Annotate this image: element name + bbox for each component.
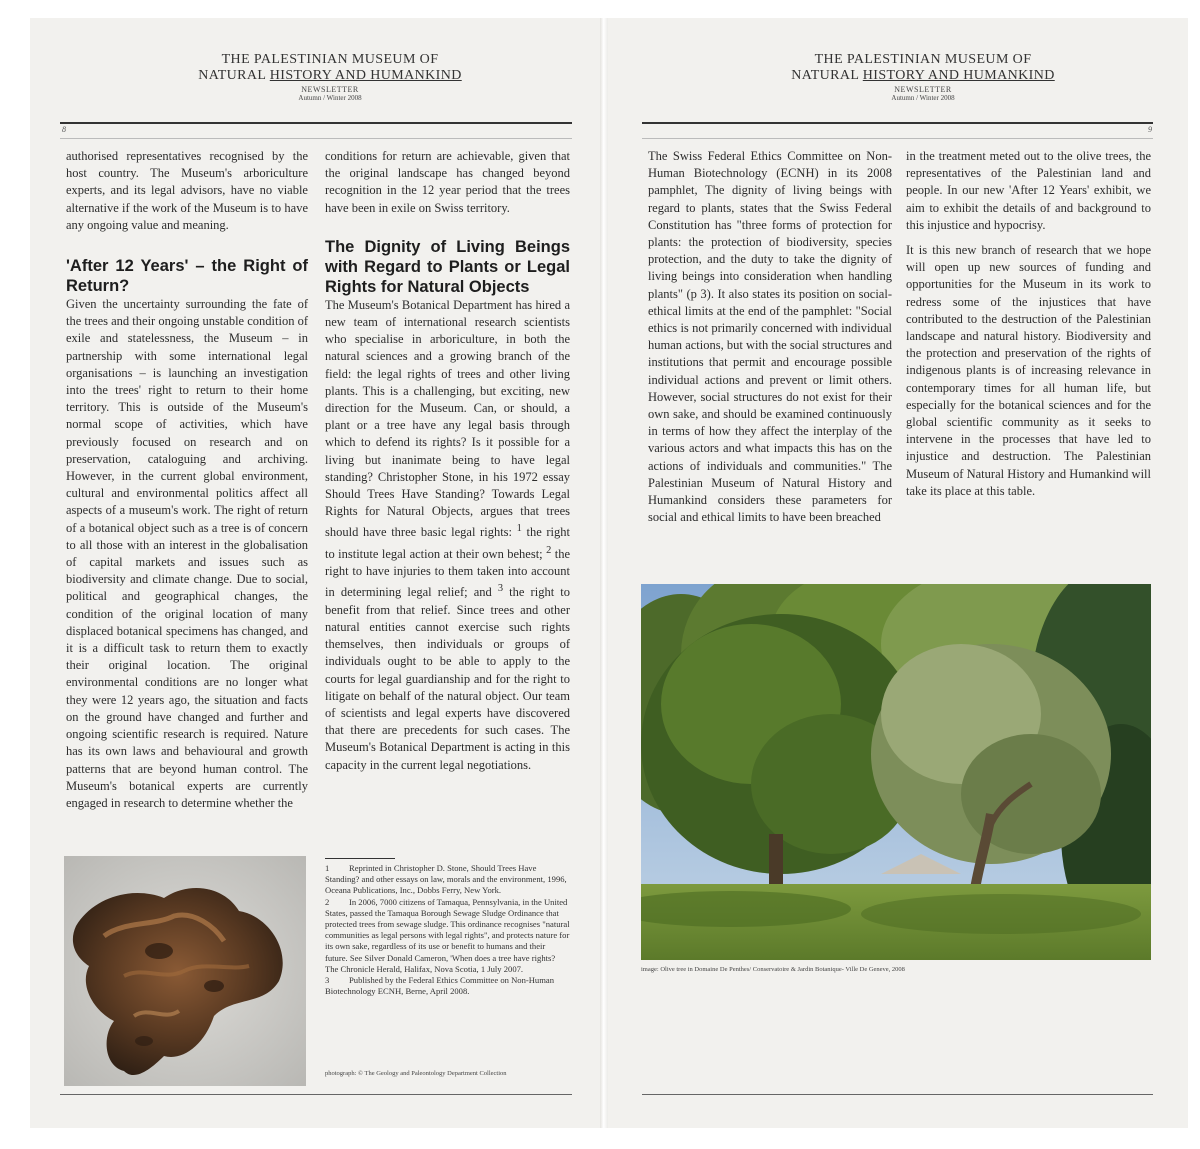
masthead-title-line2 <box>768 68 1078 84</box>
page-gutter <box>600 18 608 1128</box>
right-column-2 <box>906 148 1151 500</box>
left-column-1 <box>66 148 308 812</box>
body-paragraph: It is this new branch of research that we hope will open up new sources of funding and opportunities for the Museum in its work to redress some of the injustices that have contributed to the destruction of the Palestinian landscape and natural history. Biodiversity and the protection and preservation of the rights of indigenous plants is of increasing relevance in contemporary times for all human life, but especially for the botanical sciences and for the global scientific community as it seeks to intervene in the processes that have led to injustice and destruction. The Palestinian Museum of Natural History and Humankind will take its place at this table. <box>906 243 1151 498</box>
footnote-3 <box>325 975 570 997</box>
footnote-text: Published by the Federal Ethics Committee on Non-Human Biotechnology ECNH, Berne, April 2008. <box>325 975 555 997</box>
photo-credit: photograph: © The Geology and Paleontology Department Collection <box>325 1070 507 1077</box>
right-column-1 <box>648 148 892 526</box>
fungus-specimen-image <box>64 856 306 1086</box>
masthead-title-line2-part-a: NATURAL <box>198 68 270 83</box>
footnote-text: In 2006, 7000 citizens of Tamaqua, Pennsylvania, in the United States, passed the Tamaqua Borough Sewage Sludge Ordinance that protected trees from sewage sludge. This ordinance recognises "natural communities as legal persons with legal rights", and protects nature for its own sake, regardless of its use or benefit to humans and their future. See Silver Donald Cameron, 'When does a tree have rights? The Chronicle Herald, Halifax, Nova Scotia, 1 July 2007. <box>325 896 570 974</box>
masthead-issue-date: Autumn / Winter 2008 <box>298 94 362 102</box>
footer-rule <box>60 1094 572 1095</box>
image-caption: image: Olive tree in Domaine De Penthes/ Conservatoire & Jardin Botanique- Ville De Geneve, 2008 <box>641 966 905 973</box>
intro-paragraph: conditions for return are achievable, given that the original landscape has changed beyond recognition in the 12 year period that the trees have been in exile on Swiss territory. <box>325 149 570 215</box>
body-text: the right to have injuries to them taken into account in determining legal relief; and <box>325 546 570 600</box>
header-thin-rule <box>642 138 1153 139</box>
masthead-title-line2 <box>180 68 480 84</box>
olive-tree-image <box>641 584 1151 960</box>
header-rule <box>60 122 572 124</box>
intro-paragraph: authorised representatives recognised by the host country. The Museum's arboriculture experts, and its legal advisors, have no viable alternative if the work of the Museum is to have any ongoing value and meaning. <box>66 149 308 232</box>
masthead-title-line2-part-a: NATURAL <box>791 68 863 83</box>
body-paragraph: in the treatment meted out to the olive trees, the representatives of the Palestinian land and people. In our new 'After 12 Years' exhibit, we aim to exhibit the details of and background to this injustice and hypocrisy. <box>906 149 1151 232</box>
masthead <box>180 52 480 102</box>
page-number: 8 <box>62 125 66 134</box>
newsletter-spread <box>30 18 1188 1128</box>
section-heading-right-of-return: 'After 12 Years' – the Right of Return? <box>66 257 308 296</box>
footnote-2 <box>325 897 570 975</box>
body-paragraph: The Swiss Federal Ethics Committee on Non-Human Biotechnology (ECNH) in its 2008 pamphlet, The dignity of living beings with regard to plants, states that the Swiss Federal Constitution has "three forms of protection for plants: the protection of biodiversity, species protection, and the duty to take the dignity of living beings into consideration when handling plants" (p 3). It also states its position on social-ethical limits at the end of the pamphlet: "Social ethics is not primarily concerned with individual human actions, but with the social structures and institutions that permit and encourage possible individual actions and prevent or limit others. However, social structures do not exist for their own sake, and should be examined continuously in terms of how they affect the interplay of the various actors and what impacts this has on the actions of individuals and communities." The Palestinian Museum of Natural History and Humankind considers these parameters for social and ethical limits to have been breached <box>648 149 892 525</box>
footer-rule <box>642 1094 1153 1095</box>
right-page <box>608 18 1188 1128</box>
footnotes <box>325 858 570 997</box>
section-heading-dignity: The Dignity of Living Beings with Regard to Plants or Legal Rights for Natural Objects <box>325 237 570 296</box>
header-thin-rule <box>60 138 572 139</box>
footnote-text: Reprinted in Christopher D. Stone, Should Trees Have Standing? and other essays on law, morals and the environment, 1996, Oceana Publications, Inc., Dobbs Ferry, New York. <box>325 863 567 896</box>
body-paragraph: Given the uncertainty surrounding the fate of the trees and their ongoing unstable condition of exile and statelessness, the Museum – in partnership with some international legal organisations – is launching an investigation into the trees' right to return to their home territory. This is outside of the Museum's normal scope of activities, which have previously focused on research and on preservation, cataloguing and archiving. However, in the current global environment, cultural and environmental politics affect all aspects of a museum's work. The right of return of a botanical object such as a tree is of concern to all those with an interest in the globalisation of capital markets and issues such as biodiversity and climate change. Due to social, political and geographical changes, the condition of the original location of many displaced botanical specimens has changed, and it is a difficult task to return them to exactly their original location. The original environmental conditions are no longer what they were 12 years ago, the situation and facts on the ground have changed and further and ongoing scientific research is required. Nature has its own laws and behavioural and growth patterns that are beyond human control. The Museum's botanical experts are currently engaged in research to determine whether the <box>66 297 308 810</box>
footnote-ref: 1 <box>516 523 522 535</box>
page-number: 9 <box>1148 125 1152 134</box>
left-page <box>30 18 600 1128</box>
body-text: the right to institute legal action at their own behest; <box>325 525 570 561</box>
footnote-number: 3 <box>325 975 330 986</box>
footnote-rule <box>325 858 395 859</box>
footnote-ref: 2 <box>546 544 552 556</box>
body-text: The Museum's Botanical Department has hired a new team of international research scientists who specialise in arboriculture, in both the natural sciences and a growing branch of the field: the legal rights of trees and other living plants. This is a challenging, but exciting, new direction for the Museum. Can, or should, a plant or a tree have any legal basis through which to defend its rights? Is it possible for a living but inanimate being to have legal standing? Christopher Stone, in his 1972 essay Should Trees Have Standing? Towards Legal Rights for Natural Objects, argues that trees should have three basic legal rights: <box>325 297 570 540</box>
masthead-newsletter-label: NEWSLETTER <box>894 85 952 94</box>
masthead-title-line2-part-b: HISTORY AND HUMANKIND <box>269 68 462 83</box>
masthead <box>768 52 1078 102</box>
masthead-newsletter-label: NEWSLETTER <box>301 85 359 94</box>
fungus-specimen-photo <box>64 856 306 1086</box>
masthead-title-line1: THE PALESTINIAN MUSEUM OF <box>814 52 1032 67</box>
masthead-title-line2-part-b: HISTORY AND HUMANKIND <box>862 68 1055 83</box>
masthead-issue-date: Autumn / Winter 2008 <box>891 94 955 102</box>
body-paragraph <box>325 297 570 774</box>
masthead-title-line1: THE PALESTINIAN MUSEUM OF <box>221 52 439 67</box>
footnote-1 <box>325 863 570 897</box>
header-rule <box>642 122 1153 124</box>
olive-tree-photo <box>641 584 1151 960</box>
footnote-number: 2 <box>325 896 330 907</box>
footnote-number: 1 <box>325 863 330 873</box>
body-text: the right to benefit from that relief. Since trees and other natural entities cannot exercise such rights themselves, then individuals or groups of individuals ought to be able to apply to the courts for legal guardianship and for the right to litigate on behalf of the natural object. Our team of scientists and legal experts have discovered that there are precedents for such cases. The Museum's Botanical Department is acting in this capacity in the current legal negotiations. <box>325 585 570 772</box>
left-column-2 <box>325 148 570 774</box>
footnote-ref: 3 <box>497 583 504 595</box>
